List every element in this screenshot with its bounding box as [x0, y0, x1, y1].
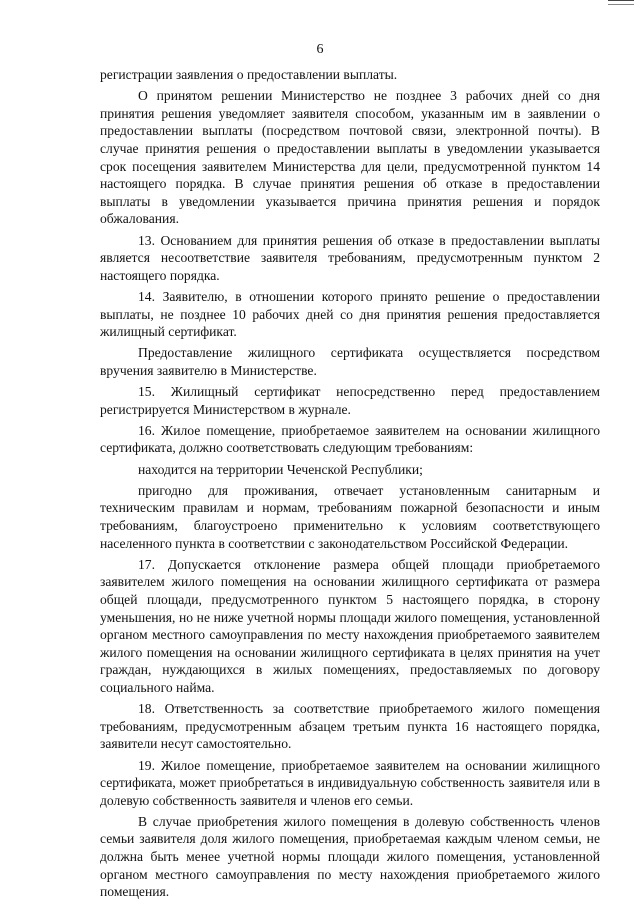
paragraph-shared-ownership: В случае приобретения жилого помещения в долевую собственность членов семьи заявителя доля жилого помещения, приобретаемая каждым членом семьи, не должна быть менее учетной нормы площади жилого помещения, установленной органом местного самоуправления по месту нахождения приобретаемого жилого помещения. — [100, 813, 600, 900]
document-body — [100, 66, 600, 904]
paragraph-item-14: 14. Заявителю, в отношении которого принято решение о предоставлении выплаты, не позднее 10 рабочих дней со дня принятия решения предоставляется жилищный сертификат. — [100, 288, 600, 340]
paragraph-requirement-territory: находится на территории Чеченской Республики; — [138, 461, 423, 477]
paragraph-item-19: 19. Жилое помещение, приобретаемое заявителем на основании жилищного сертификата, может приобретаться в индивидуальную собственность заявителя или в долевую собственность заявителя и членов его семьи. — [100, 757, 600, 808]
paragraph-item-18: 18. Ответственность за соответствие приобретаемого жилого помещения требованиям, предусмотренным абзацем третьим пункта 16 настоящего порядка, заявители несут самостоятельно. — [100, 701, 600, 752]
paragraph-item-13: 13. Основанием для принятия решения об отказе в предоставлении выплаты является несоответствие заявителя требованиям, предусмотренным пунктом 2 настоящего порядка. — [100, 232, 600, 283]
paragraph-item-16: 16. Жилое помещение, приобретаемое заявителем на основании жилищного сертификата, должно соответствовать следующим требованиям: — [100, 422, 600, 456]
corner-mark — [608, 0, 634, 5]
paragraph-continuation: регистрации заявления о предоставлении выплаты. — [100, 67, 398, 82]
paragraph-certificate-delivery: Предоставление жилищного сертификата осуществляется посредством вручения заявителю в Министерстве. — [100, 345, 600, 378]
paragraph-item-17: 17. Допускается отклонение размера общей площади приобретаемого заявителем жилого помещения на основании жилищного сертификата от размера общей площади, предусмотренного пунктом 5 настоящего порядка, в сторону уменьшения, но не ниже учетной нормы площади жилого помещения, установленной органом местного самоуправления по месту нахождения приобретаемого заявителем жилого помещения на основании жилищного сертификата в целях принятия на учет граждан, нуждающихся в жилых помещениях, предоставляемых по договору социального найма. — [100, 556, 600, 695]
paragraph-item-15: 15. Жилищный сертификат непосредственно перед предоставлением регистрируется Министерством в журнале. — [100, 384, 600, 417]
paragraph-requirement-habitable: пригодно для проживания, отвечает установленным санитарным и техническим правилам и нормам, требованиям пожарной безопасности и иным требованиям, благоустроено применительно к условиям соответствующего населенного пункта в соответствии с законодательством Российской Федерации. — [100, 482, 600, 551]
paragraph-decision-notice: О принятом решении Министерство не позднее 3 рабочих дней со дня принятия решения уведомляет заявителя способом, указанным им в заявлении о предоставлении выплаты (посредством почтовой связи, электронной почты). В случае принятия решения о предоставлении выплаты в уведомлении указывается срок посещения заявителем Министерства для цели, предусмотренной пунктом 14 настоящего порядка. В случае принятия решения об отказе в предоставлении выплаты в уведомлении указывается причина принятия решения и порядок обжалования. — [100, 88, 600, 227]
page-number: 6 — [316, 42, 324, 57]
